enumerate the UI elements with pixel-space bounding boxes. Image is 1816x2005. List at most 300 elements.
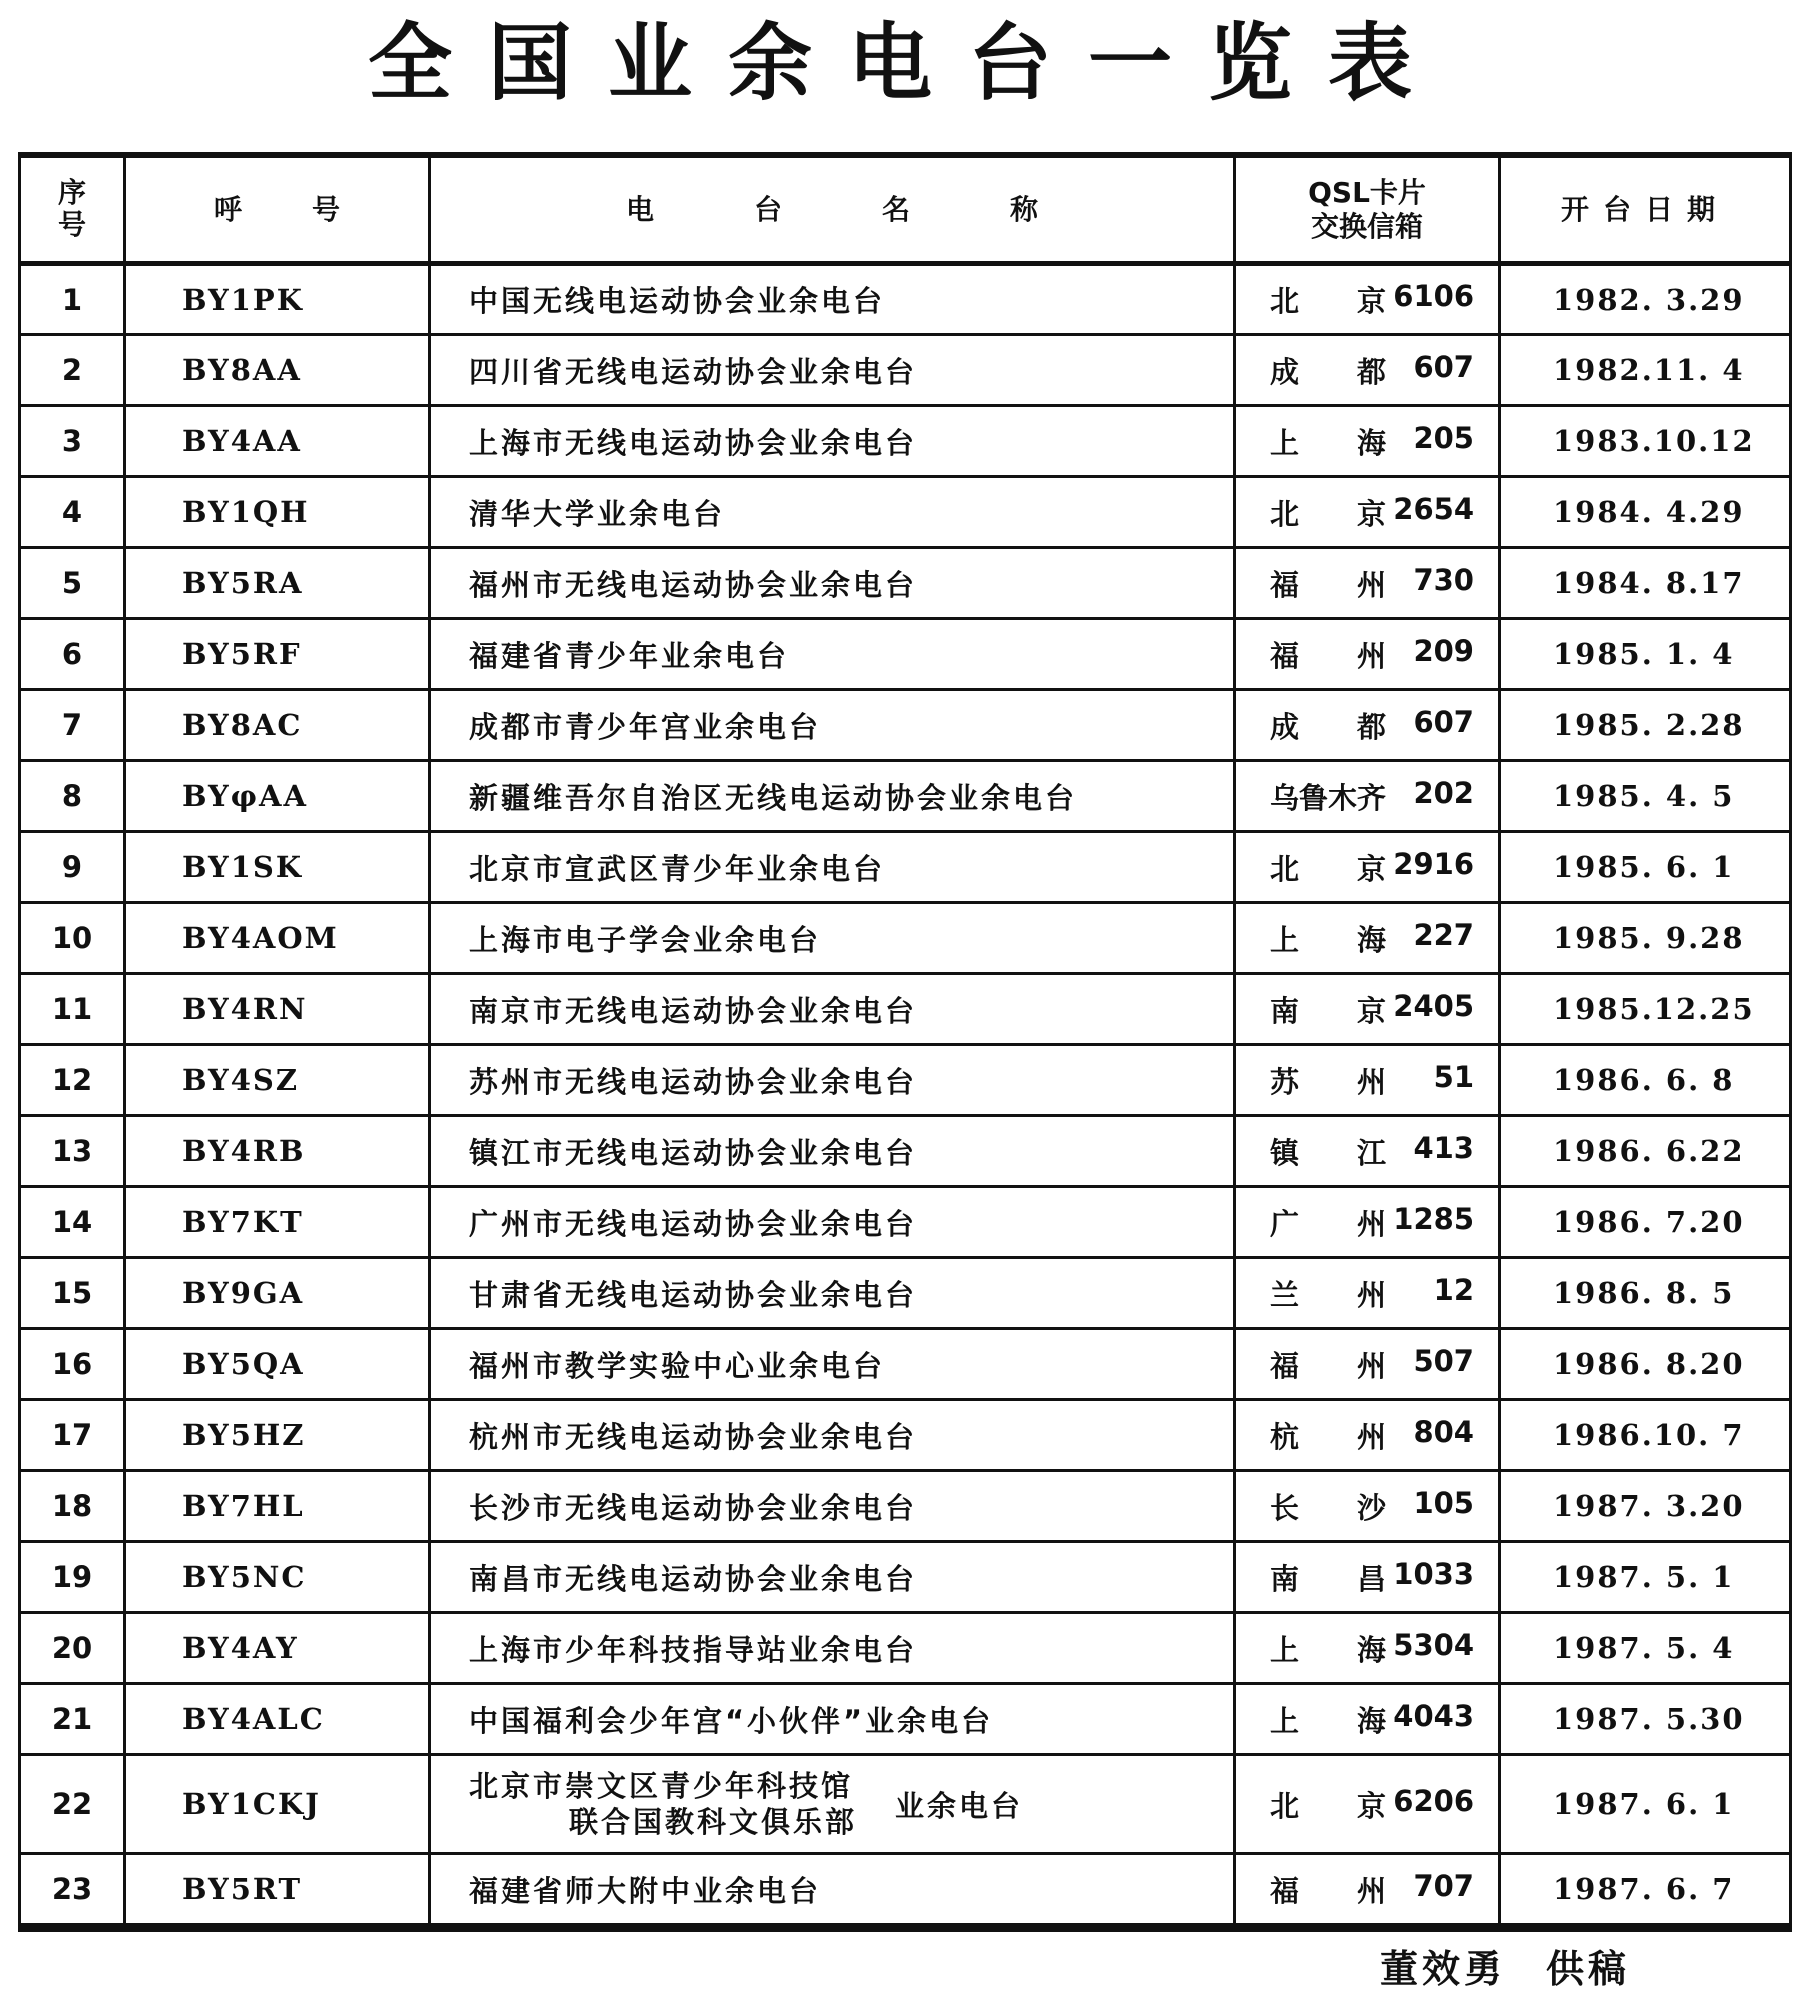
- station-name: 上海市无线电运动协会业余电台: [469, 425, 918, 460]
- cell-qsl: [1235, 335, 1500, 406]
- call-sign: BY8AA: [182, 353, 302, 387]
- header-seq-label: 序号: [57, 176, 86, 241]
- qsl-city: 福 州: [1270, 567, 1387, 602]
- qsl-box: 6206: [1393, 1783, 1474, 1818]
- cell-date: [1500, 335, 1790, 406]
- open-date: 1985.12.25: [1553, 992, 1755, 1026]
- seq-value: 6: [61, 637, 83, 671]
- seq-value: 18: [51, 1489, 93, 1523]
- open-date: 1986. 8. 5: [1553, 1276, 1735, 1310]
- station-name: 镇江市无线电运动协会业余电台: [469, 1135, 918, 1170]
- qsl-city: 镇 江: [1270, 1135, 1387, 1170]
- table-row: [21, 1854, 1789, 1925]
- qsl-box: 51: [1433, 1059, 1474, 1094]
- cell-call: [125, 1045, 430, 1116]
- cell-name: [430, 548, 1235, 619]
- call-sign: BY1SK: [182, 850, 304, 884]
- cell-seq: [21, 406, 125, 477]
- open-date: 1986. 8.20: [1553, 1347, 1745, 1381]
- cell-qsl: [1235, 1187, 1500, 1258]
- open-date: 1984. 8.17: [1553, 566, 1745, 600]
- station-table-grid: [21, 158, 1789, 1926]
- qsl-city: 北 京: [1270, 1788, 1387, 1823]
- station-name: 成都市青少年宫业余电台: [469, 709, 822, 744]
- table-row: [21, 335, 1789, 406]
- table-row: [21, 832, 1789, 903]
- call-sign: BY7HL: [182, 1489, 305, 1523]
- call-sign: BY4RN: [182, 992, 308, 1026]
- open-date: 1985. 6. 1: [1553, 850, 1735, 884]
- cell-seq: [21, 1471, 125, 1542]
- credit-author: 董效勇: [1380, 1947, 1507, 1991]
- cell-name: [430, 1116, 1235, 1187]
- open-date: 1987. 6. 7: [1553, 1872, 1735, 1906]
- station-name: 长沙市无线电运动协会业余电台: [469, 1490, 918, 1525]
- seq-value: 7: [61, 708, 83, 742]
- seq-value: 12: [51, 1063, 93, 1097]
- table-row: [21, 264, 1789, 335]
- qsl-city: 乌鲁木齐: [1270, 780, 1387, 815]
- station-name-line1: 北京市崇文区青少年科技馆: [469, 1769, 854, 1803]
- qsl-city: 广 州: [1270, 1206, 1387, 1241]
- call-sign: BY1CKJ: [182, 1787, 321, 1821]
- cell-qsl: [1235, 1684, 1500, 1755]
- station-name-line2: 联合国教科文俱乐部: [569, 1805, 858, 1839]
- cell-date: [1500, 1755, 1790, 1854]
- open-date: 1985. 1. 4: [1553, 637, 1735, 671]
- station-name: 北京市宣武区青少年业余电台: [469, 851, 886, 886]
- cell-qsl: [1235, 1613, 1500, 1684]
- station-name: 中国无线电运动协会业余电台: [469, 284, 886, 318]
- cell-call: [125, 1854, 430, 1925]
- seq-value: 16: [51, 1347, 93, 1381]
- cell-call: [125, 832, 430, 903]
- seq-value: 13: [51, 1134, 93, 1168]
- qsl-city: 北 京: [1270, 284, 1387, 318]
- cell-date: [1500, 1542, 1790, 1613]
- cell-date: [1500, 1116, 1790, 1187]
- qsl-box: 607: [1413, 349, 1474, 384]
- table-row: [21, 1471, 1789, 1542]
- seq-value: 15: [51, 1276, 93, 1310]
- call-sign: BY1PK: [182, 282, 304, 317]
- call-sign: BY4AOM: [182, 921, 339, 955]
- cell-date: [1500, 1258, 1790, 1329]
- cell-seq: [21, 1187, 125, 1258]
- open-date: 1982. 3.29: [1553, 282, 1745, 317]
- station-name: 福州市无线电运动协会业余电台: [469, 567, 918, 602]
- cell-date: [1500, 1187, 1790, 1258]
- cell-name: [430, 1854, 1235, 1925]
- call-sign: BY5RF: [182, 637, 302, 671]
- open-date: 1986. 7.20: [1553, 1205, 1745, 1239]
- cell-date: [1500, 1854, 1790, 1925]
- cell-date: [1500, 1400, 1790, 1471]
- seq-value: 23: [51, 1872, 93, 1906]
- qsl-box: 1285: [1393, 1201, 1474, 1236]
- qsl-city: 南 昌: [1270, 1561, 1387, 1596]
- cell-qsl: [1235, 903, 1500, 974]
- seq-value: 11: [51, 992, 93, 1026]
- cell-seq: [21, 1684, 125, 1755]
- cell-call: [125, 1542, 430, 1613]
- table-row: [21, 477, 1789, 548]
- cell-seq: [21, 548, 125, 619]
- cell-qsl: [1235, 406, 1500, 477]
- qsl-city: 北 京: [1270, 496, 1387, 531]
- cell-seq: [21, 1116, 125, 1187]
- station-name: 清华大学业余电台: [469, 496, 726, 531]
- qsl-city: 上 海: [1270, 1632, 1387, 1667]
- open-date: 1986.10. 7: [1553, 1418, 1745, 1452]
- cell-seq: [21, 1400, 125, 1471]
- station-name-lines: [469, 1768, 857, 1840]
- cell-seq: [21, 264, 125, 335]
- cell-qsl: [1235, 761, 1500, 832]
- call-sign: BY4ALC: [182, 1702, 325, 1736]
- header-date-label: 开台日期: [1560, 192, 1729, 226]
- table-row: [21, 619, 1789, 690]
- header-call-label: 呼号: [213, 192, 410, 226]
- qsl-box: 5304: [1393, 1627, 1474, 1662]
- qsl-city: 苏 州: [1270, 1064, 1387, 1099]
- cell-call: [125, 690, 430, 761]
- cell-seq: [21, 832, 125, 903]
- qsl-city: 上 海: [1270, 425, 1387, 460]
- seq-value: 3: [61, 424, 83, 458]
- table-row: [21, 1116, 1789, 1187]
- station-name: 福州市教学实验中心业余电台: [469, 1348, 886, 1383]
- qsl-city: 北 京: [1270, 851, 1387, 886]
- cell-name: [430, 832, 1235, 903]
- cell-call: [125, 1187, 430, 1258]
- cell-seq: [21, 1542, 125, 1613]
- cell-call: [125, 1400, 430, 1471]
- cell-date: [1500, 832, 1790, 903]
- cell-call: [125, 264, 430, 335]
- seq-value: 20: [51, 1631, 93, 1665]
- cell-call: [125, 1684, 430, 1755]
- qsl-city: 福 州: [1270, 638, 1387, 673]
- cell-date: [1500, 1329, 1790, 1400]
- cell-date: [1500, 619, 1790, 690]
- table-header: [21, 158, 1789, 264]
- cell-date: [1500, 1471, 1790, 1542]
- qsl-box: 202: [1413, 775, 1474, 810]
- qsl-box: 2405: [1393, 988, 1474, 1023]
- cell-qsl: [1235, 1329, 1500, 1400]
- cell-call: [125, 477, 430, 548]
- cell-date: [1500, 903, 1790, 974]
- seq-value: 2: [61, 353, 83, 387]
- open-date: 1987. 5. 1: [1553, 1560, 1735, 1594]
- call-sign: BYφAA: [182, 779, 308, 813]
- cell-qsl: [1235, 690, 1500, 761]
- cell-name: [430, 406, 1235, 477]
- qsl-box: 507: [1413, 1343, 1474, 1378]
- cell-seq: [21, 1854, 125, 1925]
- qsl-city: 福 州: [1270, 1873, 1387, 1908]
- station-name: 甘肃省无线电运动协会业余电台: [469, 1277, 918, 1312]
- header-seq: [21, 158, 125, 264]
- table-body: [21, 264, 1789, 1925]
- table-row: [21, 1187, 1789, 1258]
- qsl-box: 607: [1413, 704, 1474, 739]
- header-name-label: 电台名称: [625, 192, 1138, 226]
- cell-name: [430, 1613, 1235, 1684]
- qsl-city: 杭 州: [1270, 1419, 1387, 1454]
- qsl-box: 804: [1413, 1414, 1474, 1449]
- open-date: 1985. 2.28: [1553, 708, 1745, 742]
- cell-qsl: [1235, 1854, 1500, 1925]
- cell-call: [125, 1258, 430, 1329]
- open-date: 1987. 5. 4: [1553, 1631, 1735, 1665]
- seq-value: 5: [61, 566, 83, 600]
- header-row: [21, 158, 1789, 264]
- cell-call: [125, 903, 430, 974]
- open-date: 1985. 9.28: [1553, 921, 1745, 955]
- cell-name: [430, 1471, 1235, 1542]
- qsl-box: 2654: [1393, 491, 1474, 526]
- seq-value: 9: [61, 850, 83, 884]
- seq-value: 4: [61, 495, 83, 529]
- cell-date: [1500, 477, 1790, 548]
- cell-qsl: [1235, 1471, 1500, 1542]
- seq-value: 17: [51, 1418, 93, 1452]
- cell-name: [430, 903, 1235, 974]
- cell-seq: [21, 1329, 125, 1400]
- station-name: 上海市少年科技指导站业余电台: [469, 1632, 918, 1667]
- station-name: 中国福利会少年宫“小伙伴”业余电台: [469, 1703, 994, 1738]
- table-row: [21, 406, 1789, 477]
- qsl-box: 707: [1413, 1868, 1474, 1903]
- station-name: 福建省师大附中业余电台: [469, 1873, 822, 1908]
- station-name: 福建省青少年业余电台: [469, 638, 790, 673]
- call-sign: BY8AC: [182, 708, 303, 742]
- call-sign: BY7KT: [182, 1205, 304, 1239]
- seq-value: 8: [61, 779, 83, 813]
- qsl-box: 205: [1413, 420, 1474, 455]
- header-name: [430, 158, 1235, 264]
- station-name: 四川省无线电运动协会业余电台: [469, 354, 918, 389]
- cell-qsl: [1235, 1258, 1500, 1329]
- seq-value: 14: [51, 1205, 93, 1239]
- table-row: [21, 1258, 1789, 1329]
- table-row: [21, 690, 1789, 761]
- cell-name: [430, 761, 1235, 832]
- qsl-box: 12: [1433, 1272, 1474, 1307]
- seq-value: 21: [51, 1702, 93, 1736]
- credit-note: 供稿: [1546, 1947, 1631, 1991]
- call-sign: BY5NC: [182, 1560, 307, 1594]
- cell-call: [125, 761, 430, 832]
- call-sign: BY4SZ: [182, 1063, 299, 1097]
- cell-date: [1500, 974, 1790, 1045]
- open-date: 1987. 3.20: [1553, 1489, 1745, 1523]
- table-row: [21, 1684, 1789, 1755]
- header-qsl-line2: 交换信箱: [1310, 209, 1423, 243]
- call-sign: BY1QH: [182, 495, 310, 529]
- cell-name: [430, 1684, 1235, 1755]
- page-title: 全国业余电台一览表: [367, 14, 1448, 112]
- qsl-box: 413: [1413, 1130, 1474, 1165]
- cell-name: [430, 690, 1235, 761]
- cell-seq: [21, 761, 125, 832]
- cell-name: [430, 1045, 1235, 1116]
- call-sign: BY4RB: [182, 1134, 306, 1168]
- cell-seq: [21, 1755, 125, 1854]
- open-date: 1986. 6. 8: [1553, 1063, 1735, 1097]
- qsl-box: 1033: [1393, 1556, 1474, 1591]
- open-date: 1983.10.12: [1553, 424, 1755, 458]
- cell-date: [1500, 1684, 1790, 1755]
- qsl-city: 上 海: [1270, 922, 1387, 957]
- cell-seq: [21, 1258, 125, 1329]
- cell-seq: [21, 1045, 125, 1116]
- cell-name: [430, 619, 1235, 690]
- table-row: [21, 1400, 1789, 1471]
- header-qsl: [1235, 158, 1500, 264]
- cell-call: [125, 1613, 430, 1684]
- seq-value: 10: [51, 921, 93, 955]
- call-sign: BY4AY: [182, 1631, 299, 1665]
- qsl-box: 6106: [1393, 279, 1474, 313]
- cell-name: [430, 1187, 1235, 1258]
- qsl-city: 福 州: [1270, 1348, 1387, 1383]
- cell-seq: [21, 1613, 125, 1684]
- station-name: 杭州市无线电运动协会业余电台: [469, 1419, 918, 1454]
- cell-date: [1500, 264, 1790, 335]
- cell-seq: [21, 477, 125, 548]
- station-name: 苏州市无线电运动协会业余电台: [469, 1064, 918, 1099]
- call-sign: BY5RA: [182, 566, 304, 600]
- cell-name: [430, 1329, 1235, 1400]
- qsl-box: 4043: [1393, 1698, 1474, 1733]
- cell-call: [125, 335, 430, 406]
- cell-qsl: [1235, 477, 1500, 548]
- station-table: [18, 152, 1792, 1932]
- open-date: 1987. 6. 1: [1553, 1787, 1735, 1821]
- cell-qsl: [1235, 1542, 1500, 1613]
- credit-line: [1380, 1938, 1630, 1993]
- table-row: [21, 548, 1789, 619]
- cell-name: [430, 1400, 1235, 1471]
- cell-qsl: [1235, 1755, 1500, 1854]
- cell-date: [1500, 1613, 1790, 1684]
- cell-name: [430, 477, 1235, 548]
- seq-value: 1: [61, 282, 83, 317]
- table-row: [21, 1045, 1789, 1116]
- qsl-city: 成 都: [1270, 354, 1387, 389]
- call-sign: BY9GA: [182, 1276, 305, 1310]
- cell-name: [430, 1542, 1235, 1613]
- station-name-multiline: [469, 1768, 1023, 1840]
- table-row: [21, 1329, 1789, 1400]
- cell-date: [1500, 548, 1790, 619]
- cell-qsl: [1235, 264, 1500, 335]
- call-sign: BY5QA: [182, 1347, 305, 1381]
- qsl-city: 南 京: [1270, 993, 1387, 1028]
- qsl-city: 上 海: [1270, 1703, 1387, 1738]
- open-date: 1986. 6.22: [1553, 1134, 1745, 1168]
- cell-qsl: [1235, 1045, 1500, 1116]
- cell-seq: [21, 903, 125, 974]
- cell-qsl: [1235, 548, 1500, 619]
- cell-call: [125, 1755, 430, 1854]
- cell-name: [430, 335, 1235, 406]
- station-name: 南京市无线电运动协会业余电台: [469, 993, 918, 1028]
- qsl-box: 227: [1413, 917, 1474, 952]
- qsl-box: 2916: [1393, 846, 1474, 881]
- table-row: [21, 1613, 1789, 1684]
- cell-call: [125, 548, 430, 619]
- qsl-city: 兰 州: [1270, 1277, 1387, 1312]
- cell-call: [125, 974, 430, 1045]
- seq-value: 22: [51, 1787, 93, 1821]
- call-sign: BY5RT: [182, 1872, 303, 1906]
- table-row: [21, 1755, 1789, 1854]
- cell-name: [430, 1755, 1235, 1854]
- qsl-box: 209: [1413, 633, 1474, 668]
- cell-seq: [21, 335, 125, 406]
- qsl-box: 730: [1413, 562, 1474, 597]
- cell-qsl: [1235, 619, 1500, 690]
- table-row: [21, 1542, 1789, 1613]
- qsl-box: 105: [1413, 1485, 1474, 1520]
- cell-qsl: [1235, 1116, 1500, 1187]
- cell-call: [125, 1116, 430, 1187]
- header-qsl-line1: QSL卡片: [1308, 175, 1426, 209]
- cell-name: [430, 974, 1235, 1045]
- open-date: 1982.11. 4: [1553, 353, 1745, 387]
- cell-call: [125, 619, 430, 690]
- cell-qsl: [1235, 974, 1500, 1045]
- header-date: [1500, 158, 1790, 264]
- open-date: 1984. 4.29: [1553, 495, 1745, 529]
- header-call: [125, 158, 430, 264]
- cell-date: [1500, 761, 1790, 832]
- station-name: 上海市电子学会业余电台: [469, 922, 822, 957]
- station-name-suffix: 业余电台: [895, 1788, 1024, 1823]
- cell-date: [1500, 690, 1790, 761]
- cell-seq: [21, 974, 125, 1045]
- table-row: [21, 903, 1789, 974]
- station-name: 广州市无线电运动协会业余电台: [469, 1206, 918, 1241]
- cell-date: [1500, 406, 1790, 477]
- cell-call: [125, 406, 430, 477]
- seq-value: 19: [51, 1560, 93, 1594]
- cell-name: [430, 264, 1235, 335]
- station-name: 新疆维吾尔自治区无线电运动协会业余电台: [469, 780, 1078, 815]
- cell-date: [1500, 1045, 1790, 1116]
- call-sign: BY5HZ: [182, 1418, 306, 1452]
- cell-qsl: [1235, 832, 1500, 903]
- qsl-city: 成 都: [1270, 709, 1387, 744]
- open-date: 1987. 5.30: [1553, 1702, 1745, 1736]
- station-name: 南昌市无线电运动协会业余电台: [469, 1561, 918, 1596]
- cell-call: [125, 1329, 430, 1400]
- cell-seq: [21, 690, 125, 761]
- table-row: [21, 761, 1789, 832]
- cell-name: [430, 1258, 1235, 1329]
- qsl-city: 长 沙: [1270, 1490, 1387, 1525]
- open-date: 1985. 4. 5: [1553, 779, 1735, 813]
- cell-call: [125, 1471, 430, 1542]
- call-sign: BY4AA: [182, 424, 302, 458]
- cell-seq: [21, 619, 125, 690]
- table-row: [21, 974, 1789, 1045]
- cell-qsl: [1235, 1400, 1500, 1471]
